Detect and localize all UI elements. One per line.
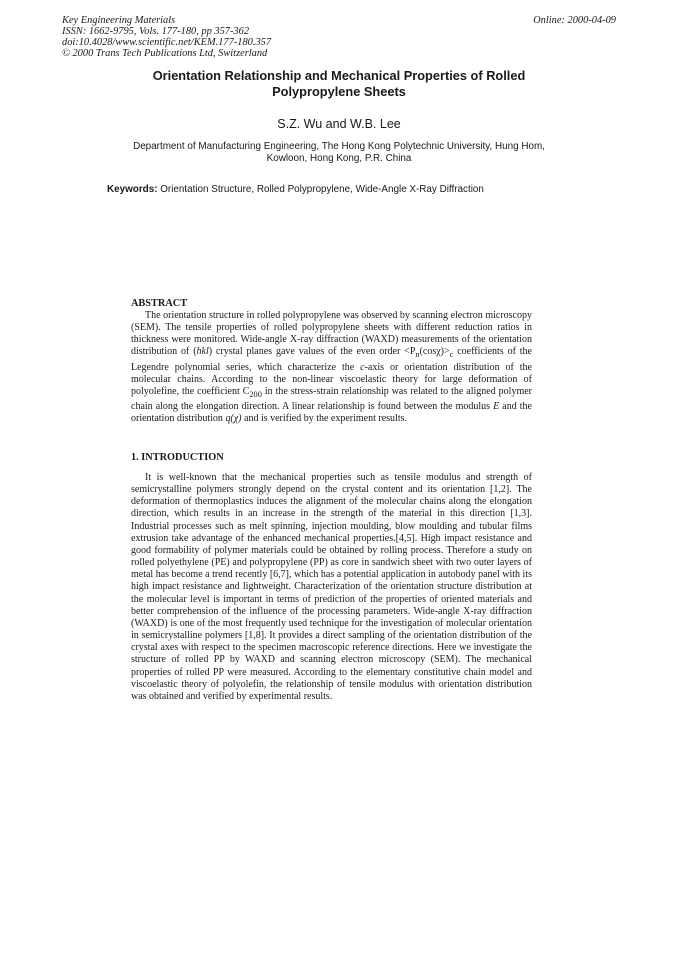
abstract-part-3: (cosχ)>	[419, 346, 450, 358]
abstract-part-6: in the stress-strain relationship was related to the aligned polymer chain along the elongation direction. A linear relationship is found between the modulus	[131, 385, 533, 413]
introduction-section	[131, 452, 532, 703]
introduction-heading: 1. INTRODUCTION	[131, 452, 224, 463]
affiliation	[100, 141, 578, 165]
abstract-part-7: and the orientation distribution	[131, 401, 532, 425]
introduction-text: It is well-known that the mechanical properties such as tensile modulus and strength of semicrystalline polymers strongly depend on the crystal content and its orientation [1,2]. The deformation of thermoplastics induces the alignment of the molecular chains along the elongation direction, which results in an increase in the strength of the material in this direction [1,3]. Industrial processes such as melt spinning, injection moulding, blow moulding and tubular films extrusion take advantage of the enhanced mechanical properties.[4,5]. High impact resistance and good formability of polymer materials could be obtained by rolling process. Therefore a study on rolled polyethylene (PE) and polypropylene (PP) as core in sandwich sheet with two outer layers of metal has become a trend recently [6,7], which has a potential application in autobody panel with its high impact resistance and lightweight. Characterization of the orientation structure distribution at the molecular level is important in terms of prediction of the properties of oriented materials and better comprehension of the influence of the processing parameters. Wide-angle X-ray diffraction (WAXD) is one of the most frequently used technique for the investigation of molecular orientation in semicrystalline polymers [1,8]. It provides a direct sampling of the orientation distribution of the crystal axes with respect to the specimen macroscopic reference directions. Here we investigate the structure of rolled PP by WAXD and scanning electron microscopy (SEM). The mechanical properties of rolled PP were measured. According to the elementary constitutive chain model and viscoelastic theory of polyolefin, the relationship of tensile modulus with orientation distribution was obtained and verified by experimental results.	[131, 472, 532, 702]
paper-title	[100, 68, 578, 100]
abstract-part-1: The orientation structure in rolled polypropylene was observed by scanning electron microscopy (SEM). The tensile properties of rolled polypropylene sheets with different reduction ratios in thickness were monitored. Wide-angle X-ray diffraction (WAXD) measurements of the orientation distribution of (	[131, 310, 532, 358]
journal-name: Key Engineering Materials	[62, 15, 176, 26]
abstract-part-8: and is verified by the experiment results.	[241, 413, 408, 425]
keywords-label: Keywords:	[107, 184, 158, 195]
issn-line: ISSN: 1662-9795, Vols. 177-180, pp 357-362	[62, 26, 250, 37]
abstract-section	[131, 298, 532, 425]
modulus-symbol: E	[493, 401, 500, 413]
abstract-part-2: ) crystal planes gave values of the even order <P	[208, 346, 416, 358]
authors: S.Z. Wu and W.B. Lee	[277, 117, 401, 131]
subscript-200: 200	[249, 389, 262, 399]
doi-line: doi:10.4028/www.scientific.net/KEM.177-180.357	[62, 37, 272, 48]
abstract-heading: ABSTRACT	[131, 298, 188, 309]
c-axis-symbol: c	[360, 361, 365, 373]
hkl-symbol: hkl	[196, 346, 209, 358]
subscript-c: c	[449, 350, 454, 360]
subscript-n: n	[415, 350, 420, 360]
q-chi-symbol: q(χ)	[225, 413, 242, 425]
copyright-line: © 2000 Trans Tech Publications Ltd, Switzerland	[62, 48, 268, 59]
keywords-text: Orientation Structure, Rolled Polypropylene, Wide-Angle X-Ray Diffraction	[160, 184, 484, 195]
affiliation-line-2: Kowloon, Hong Kong, P.R. China	[266, 153, 412, 164]
title-line-1: Orientation Relationship and Mechanical Properties of Rolled	[152, 68, 526, 83]
online-date: Online: 2000-04-09	[533, 15, 616, 26]
abstract-part-4: coefficients of the Legendre polynomial series, which characterize the	[131, 346, 532, 373]
keywords	[107, 184, 627, 196]
title-line-2: Polypropylene Sheets	[272, 84, 406, 99]
abstract-part-5: -axis or orientation distribution of the molecular chains. According to the non-linear viscoelastic theory for large deformation of polyolefine, the coefficient C	[131, 361, 533, 397]
affiliation-line-1: Department of Manufacturing Engineering, The Hong Kong Polytechnic University, Hung Hom,	[133, 141, 545, 152]
abstract-text	[131, 310, 532, 425]
